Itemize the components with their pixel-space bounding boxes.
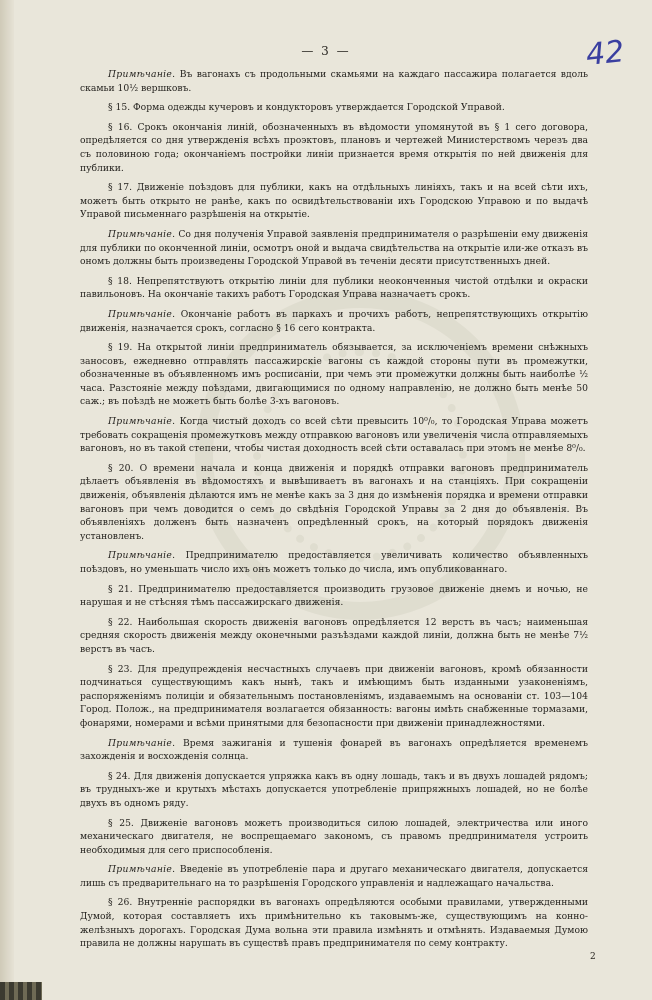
paragraph-text: § 17. Движеніе поѣздовъ для публики, какъ на отдѣльныхъ линіяхъ, такъ и на всей сѣти ихъ, можетъ быть открыто не ранѣе, какъ по освидѣтельствованіи ихъ Городскою Управою и по выдачѣ Управой письменнаго разрѣшенія на открытіе. xyxy=(80,182,588,221)
section-paragraph xyxy=(80,896,588,950)
note-paragraph xyxy=(80,863,588,890)
note-label: Примѣчаніе. xyxy=(108,864,176,876)
section-paragraph xyxy=(80,616,588,657)
section-paragraph xyxy=(80,583,588,610)
note-paragraph xyxy=(80,549,588,576)
section-paragraph xyxy=(80,181,588,222)
paragraph-text: Введеніе въ употребленіе пара и другаго механическаго двигателя, допускается лишь съ предварительнаго на то разрѣшенія Городского управленія и надлежащаго начальства. xyxy=(80,864,589,889)
note-paragraph xyxy=(80,737,588,764)
section-paragraph xyxy=(80,341,588,409)
paragraph-text: § 20. О времени начала и конца движенія и порядкѣ отправки вагоновъ предприниматель дѣлаетъ объявленія въ вѣдомостяхъ и вывѣшиваетъ въ вагонахъ и на станціяхъ. При сокращеніи движенія, объявленія дѣлаются имъ не менѣе какъ за 3 дня до измѣненія порядка и времени отправки вагоновъ при чемъ доводится о семъ до свѣдѣнія Городской Управы за 2 дня до объявленія. Въ объявленіяхъ долженъ быть назначенъ опредѣленный срокъ, на который порядокъ движенія установленъ. xyxy=(80,462,588,542)
page-edge-shadow xyxy=(0,0,14,1000)
note-label: Примѣчаніе. xyxy=(108,737,176,749)
note-label: Примѣчаніе. xyxy=(108,416,176,428)
section-paragraph xyxy=(80,770,588,811)
section-paragraph xyxy=(80,275,588,302)
section-paragraph xyxy=(80,663,588,731)
document-body xyxy=(80,68,588,957)
paragraph-text: Въ вагонахъ съ продольными скамьями на каждаго пассажира полагается вдоль скамьи 10½ вершковъ. xyxy=(80,69,588,94)
paragraph-text: Со дня полученія Управой заявленія предпринимателя о разрѣшеніи ему движенія для публики по оконченной линіи, осмотръ оной и выдача свидѣтельства на открытіе или-же отказъ въ ономъ должны быть произведены Городской Управой въ теченіи десяти присутственныхъ дней. xyxy=(80,228,588,268)
note-paragraph xyxy=(80,68,588,95)
paragraph-text: § 22. Наибольшая скорость движенія вагоновъ опредѣляется 12 верстъ въ часъ; наименьшая средняя скорость движенія между оконечными разъѣздами каждой линіи, должна быть не менѣе 7½ верстъ въ часъ. xyxy=(80,616,588,655)
note-label: Примѣчаніе. xyxy=(108,308,176,320)
page-number: — 3 — xyxy=(301,44,351,58)
section-paragraph xyxy=(80,462,588,544)
note-paragraph xyxy=(80,228,588,269)
section-paragraph xyxy=(80,101,588,115)
bottom-corner-number: 2 xyxy=(590,952,596,962)
paragraph-text: § 25. Движеніе вагоновъ можетъ производиться силою лошадей, электричества или иного механическаго двигателя, не воспрещаемаго закономъ, съ правомъ предпринимателя устроить необходимыя для сего приспособленія. xyxy=(80,817,588,856)
paragraph-text: § 21. Предпринимателю предоставляется производить грузовое движеніе днемъ и ночью, не нарушая и не стѣсняя тѣмъ пассажирскаго движенія. xyxy=(80,583,588,609)
paragraph-text: § 23. Для предупрежденія несчастныхъ случаевъ при движеніи вагоновъ, кромѣ обязанности подчинаться существующимъ какъ нынѣ, такъ и имѣющимъ быть изданными узаконеніямъ, распоряженіямъ полиціи и обязательнымъ постановленіямъ, издаваемымъ на основаніи ст. 103—104 Город. Полож., на предпринимателя возлагается обязанность: вагоны имѣть снабженные тормазами, фонарями, номерами и всѣми принятыми для безопасности при движеніи принадлежностями. xyxy=(80,663,588,729)
section-paragraph xyxy=(80,817,588,858)
note-paragraph xyxy=(80,308,588,335)
paragraph-text: § 16. Срокъ окончанія линій, обозначенныхъ въ вѣдомости упомянутой въ § 1 сего договора, опредѣляется со дня утвержденія всѣхъ проэктовъ, плановъ и чертежей Министерствомъ черезъ два съ половиною года; окончаніемъ постройки линіи признается время открытія по ней движенія для публики. xyxy=(80,121,588,174)
paragraph-text: § 18. Непрепятствуютъ открытію линіи для публики неоконченныя чистой отдѣлки и окраски павильоновъ. На окончаніе такихъ работъ Городская Управа назначаетъ срокъ. xyxy=(80,275,588,301)
section-paragraph xyxy=(80,121,588,175)
note-label: Примѣчаніе. xyxy=(108,69,176,80)
paragraph-text: § 15. Форма одежды кучеровъ и кондукторовъ утверждается Городской Управой. xyxy=(108,102,505,114)
note-label: Примѣчаніе. xyxy=(108,228,176,240)
binding-strip xyxy=(0,982,42,1000)
paragraph-text: Окончаніе работъ въ паркахъ и прочихъ работъ, непрепятствующихъ открытію движенія, назначается срокъ, согласно § 16 сего контракта. xyxy=(80,308,588,334)
handwritten-folio-number: 42 xyxy=(584,34,626,73)
paragraph-text: § 26. Внутренніе распорядки въ вагонахъ опредѣляются особыми правилами, утвержденными Думой, которая составляетъ ихъ примѣнительно къ таковымъ-же, существующимъ на конно-желѣзныхъ дорогахъ. Городская Дума вольна эти правила измѣнять и отмѣнять. Издаваемыя Думою правила не должны нарушать въ существѣ правъ предпринимателя по сему контракту. xyxy=(80,897,588,950)
note-label: Примѣчаніе. xyxy=(108,550,176,562)
paragraph-text: Предпринимателю предоставляется увеличивать количество объявленныхъ поѣздовъ, но уменьшать число ихъ онъ можетъ только до числа, имъ опубликованнаго. xyxy=(80,550,589,575)
note-paragraph xyxy=(80,415,588,456)
paragraph-text: § 19. На открытой линіи предприниматель обязывается, за исключеніемъ времени снѣжныхъ заносовъ, ежедневно отправлять пассажирскіе вагоны съ каждой стороны пути въ промежутки, обозначенные въ объявленномъ имъ росписаніи, при чемъ эти промежутки должны быть наиболѣе ½ часа. Разстояніе между поѣздами, двигающимися по одному направленію, не должно быть менѣе 50 саж.; въ поѣздѣ не можетъ быть болѣе 3-хъ вагоновъ. xyxy=(80,342,588,408)
paragraph-text: Время зажиганія и тушенія фонарей въ вагонахъ опредѣляется временемъ захожденія и восхожденія солнца. xyxy=(80,737,589,763)
paragraph-text: § 24. Для движенія допускается упряжка какъ въ одну лошадь, такъ и въ двухъ лошадей рядомъ; въ трудныхъ-же и крутыхъ мѣстахъ допускается употребленіе припряжныхъ лошадей, но не болѣе двухъ въ одномъ ряду. xyxy=(80,770,588,809)
paragraph-text: Когда чистый доходъ со всей сѣти превысить 10⁰/₀, то Городская Управа можетъ требовать сокращенія промежутковъ между отправкою вагоновъ или увеличенія числа отправляемыхъ вагоновъ, но въ такой степени, чтобы чистая доходность всей сѣти оставалась при этомъ не менѣе 8⁰/₀. xyxy=(80,416,588,455)
